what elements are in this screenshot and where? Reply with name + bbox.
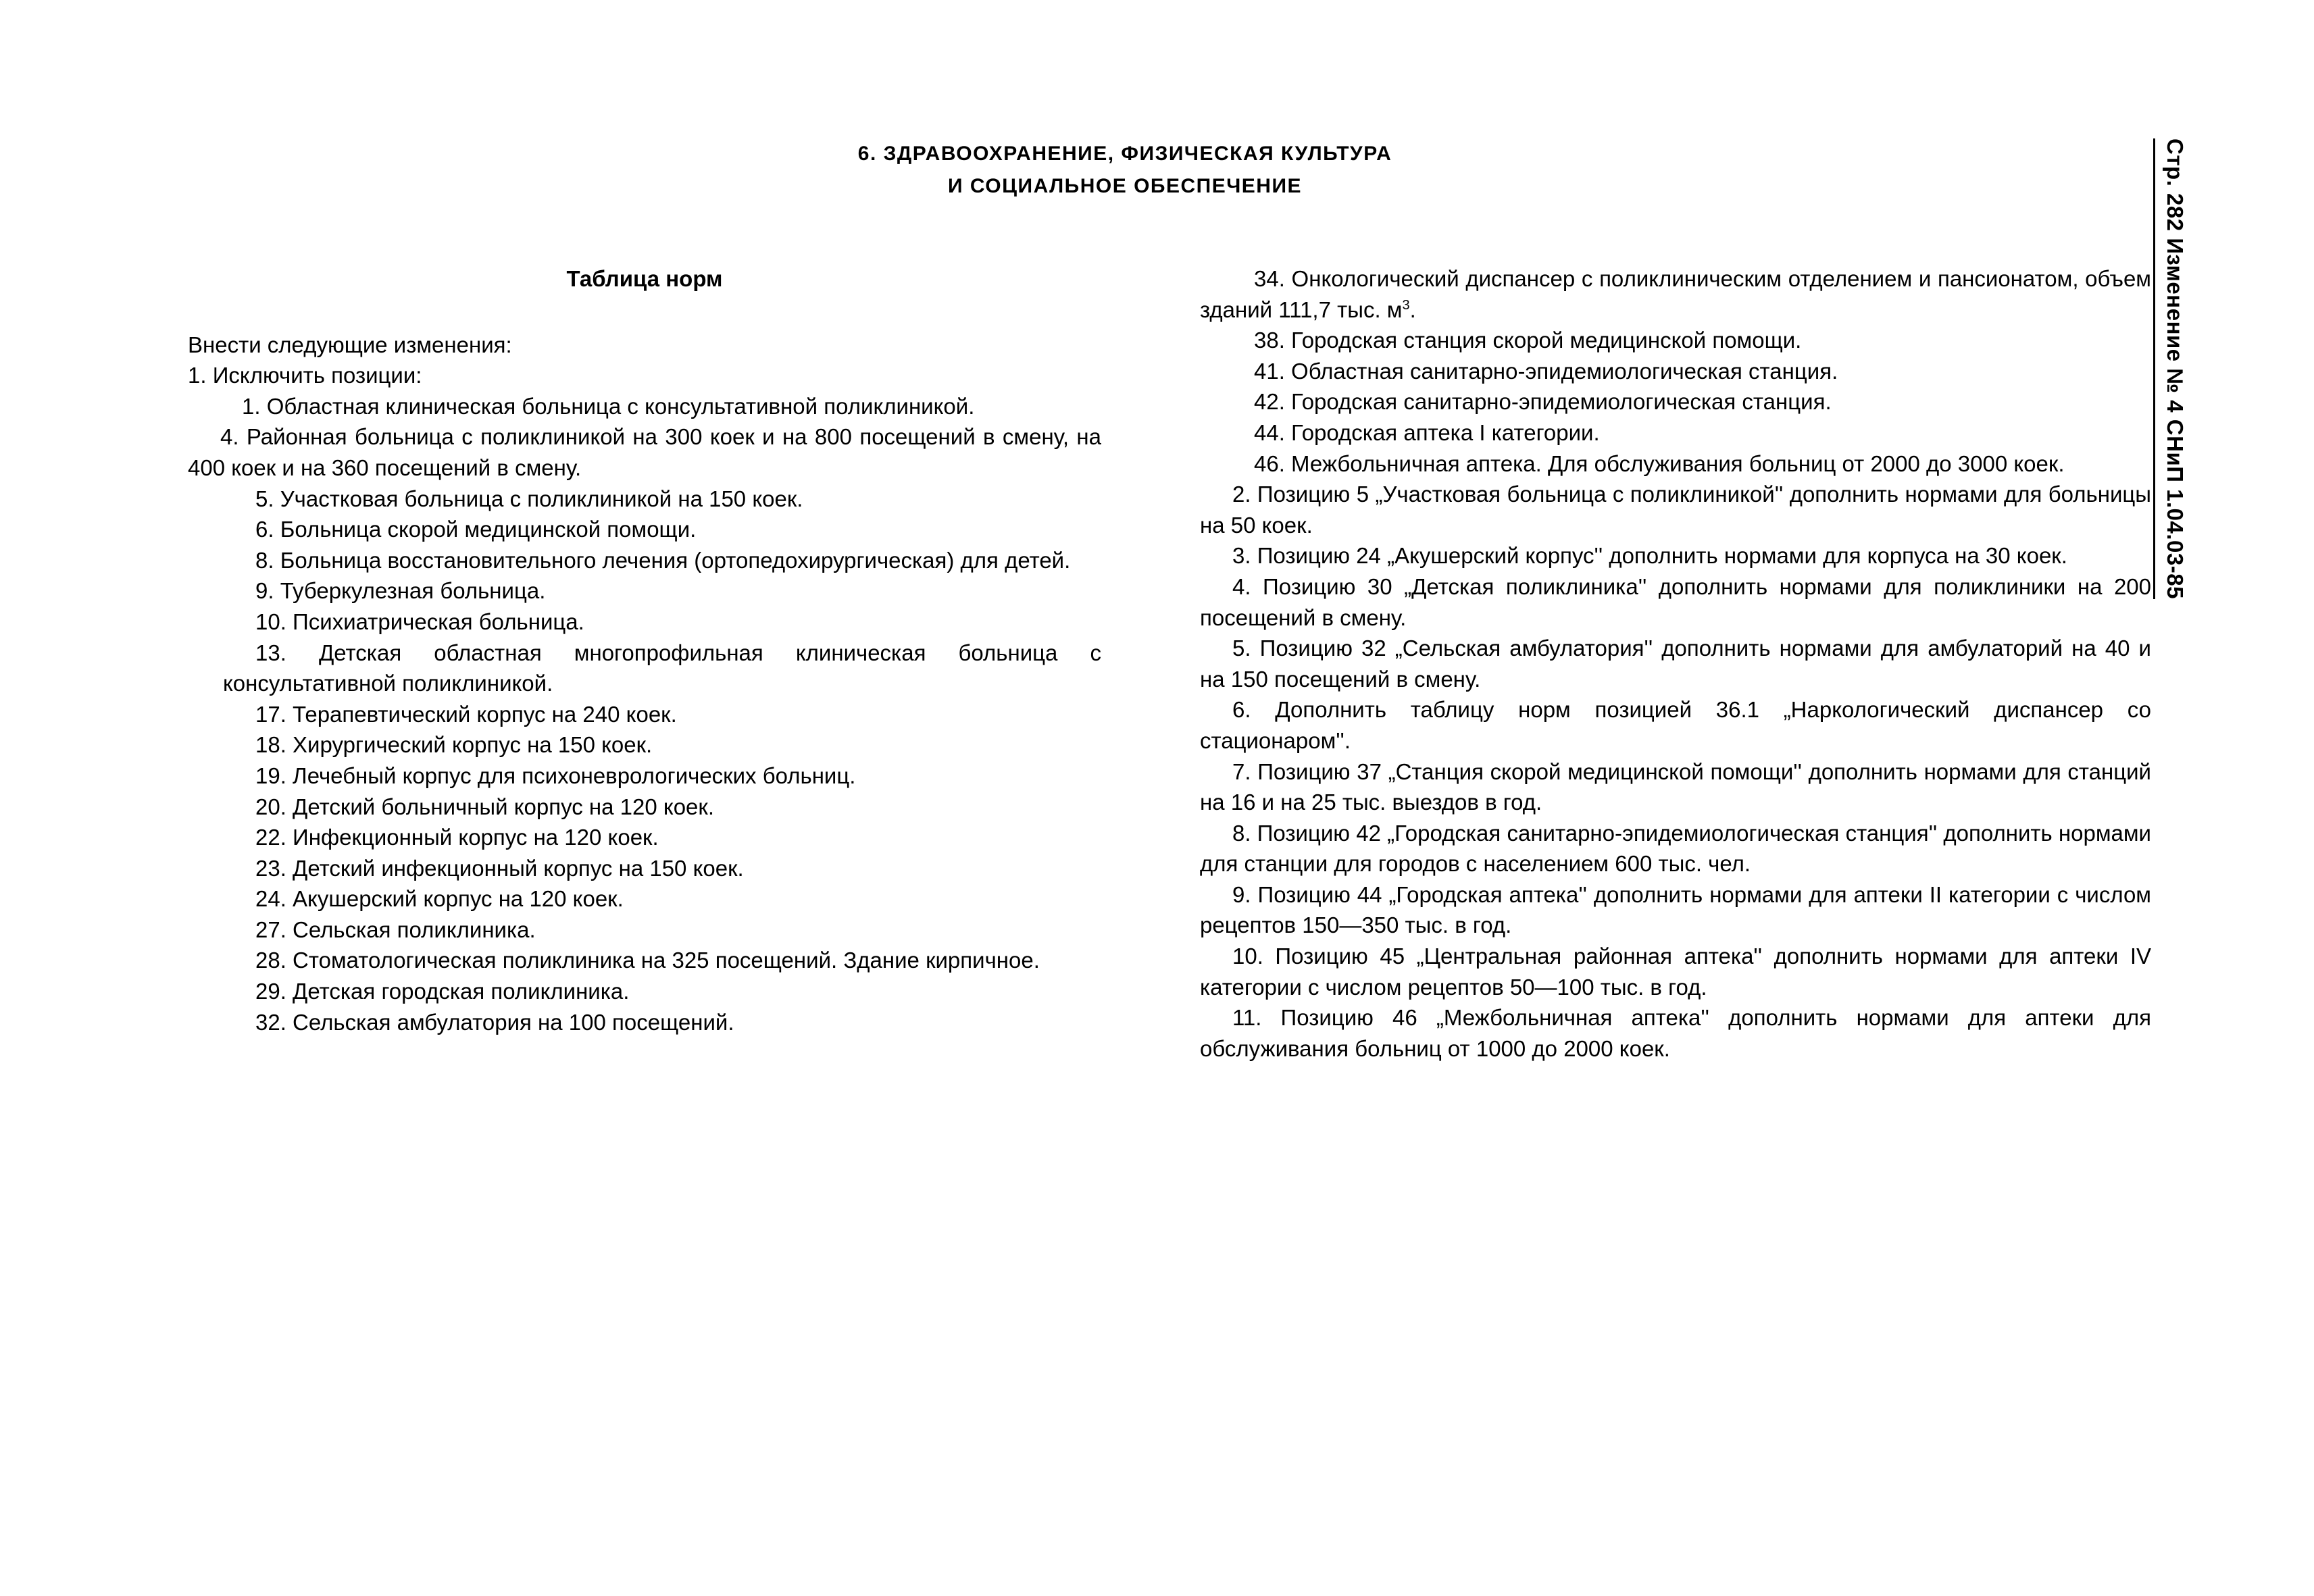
excluded-position: 24. Акушерский корпус на 120 коек. — [255, 886, 624, 912]
excluded-position: 17. Терапевтический корпус на 240 коек. — [255, 701, 677, 727]
excluded-position: 46. Межбольничная аптека. Для обслуживания больниц от 2000 до 3000 коек. — [1254, 451, 2065, 476]
excluded-position: 42. Городская санитарно-эпидемиологическая станция. — [1254, 389, 1832, 415]
change-item: 5. Позицию 32 „Сельская амбулатория'' дополнить нормами для амбулаторий на 40 и на 150 посещений в смену. — [1200, 636, 2151, 692]
change-item: 9. Позицию 44 „Городская аптека'' дополнить нормами для аптеки II категории с числом рецептов 150—350 тыс. в год. — [1200, 881, 2151, 938]
excluded-position: 29. Детская городская поликлиника. — [255, 979, 630, 1004]
change-item: 11. Позицию 46 „Межбольничная аптека'' дополнить нормами для аптеки для обслуживания больниц от 1000 до 2000 коек. — [1200, 1005, 2151, 1061]
change-item: 4. Позицию 30 „Детская поликлиника'' дополнить нормами для поликлиники на 200 посещений в смену. — [1200, 573, 2151, 630]
change-item: 2. Позицию 5 „Участковая больница с поликлиникой'' дополнить нормами для больницы на 50 коек. — [1200, 482, 2151, 538]
excluded-position: 23. Детский инфекционный корпус на 150 коек. — [255, 855, 744, 881]
excluded-position: 13. Детская областная многопрофильная клиническая больница с консультативной поликлиникой. — [223, 640, 1101, 696]
excluded-position: 28. Стоматологическая поликлиника на 325 посещений. Здание кирпичное. — [255, 948, 1040, 973]
table-title: Таблица норм — [566, 266, 723, 291]
excluded-position: 22. Инфекционный корпус на 120 коек. — [255, 825, 659, 850]
excluded-position: 1. Областная клиническая больница с консультативной поликлиникой. — [242, 393, 975, 419]
excluded-position: 8. Больница восстановительного лечения (ортопедохирургическая) для детей. — [255, 547, 1071, 573]
change-item: 10. Позицию 45 „Центральная районная аптека'' дополнить нормами для аптеки IV категории с числом рецептов 50—100 тыс. в год. — [1200, 944, 2151, 1000]
excluded-position: 9. Туберкулезная больница. — [255, 578, 546, 604]
excluded-position: 5. Участковая больница с поликлиникой на 150 коек. — [255, 486, 803, 511]
excluded-position: 18. Хирургический корпус на 150 коек. — [255, 732, 653, 758]
excluded-position: 6. Больница скорой медицинской помощи. — [255, 517, 697, 542]
change-item: 6. Дополнить таблицу норм позицией 36.1 „Наркологический диспансер со стационаром''. — [1200, 697, 2151, 753]
change-item: 7. Позицию 37 „Станция скорой медицинской помощи'' дополнить нормами для станций на 16 и на 25 тыс. выездов в год. — [1200, 758, 2151, 815]
right-column — [1200, 263, 2151, 1064]
section-heading-line-1: 6. ЗДРАВООХРАНЕНИЕ, ФИЗИЧЕСКАЯ КУЛЬТУРА — [857, 143, 1392, 165]
excluded-position: 44. Городская аптека I категории. — [1254, 419, 1600, 445]
excluded-position: 38. Городская станция скорой медицинской помощи. — [1254, 328, 1802, 353]
page-side-caption: Стр. 282 Изменение № 4 СНиП 1.04.03-85 — [2153, 138, 2194, 599]
excluded-position-text: 34. Онкологический диспансер с поликлиническим отделением и пансионатом, объем зданий 111,7 тыс. м — [1200, 266, 2151, 322]
change-item-1: 1. Исключить позиции: — [188, 363, 422, 388]
excluded-position: 32. Сельская амбулатория на 100 посещений. — [255, 1009, 734, 1035]
excluded-position: 41. Областная санитарно-эпидемиологическая станция. — [1254, 358, 1838, 384]
excluded-position: 20. Детский больничный корпус на 120 коек. — [255, 794, 715, 819]
excluded-position: 27. Сельская поликлиника. — [255, 917, 536, 942]
excluded-position: 10. Психиатрическая больница. — [255, 609, 584, 634]
excluded-position-end: . — [1409, 297, 1416, 322]
change-item: 3. Позицию 24 „Акушерский корпус'' дополнить нормами для корпуса на 30 коек. — [1232, 543, 2067, 569]
superscript-exponent: 3 — [1402, 297, 1410, 313]
intro-text: Внести следующие изменения: — [188, 332, 512, 357]
change-item: 8. Позицию 42 „Городская санитарно-эпидемиологическая станция'' дополнить нормами для станции для городов с населением 600 тыс. чел. — [1200, 820, 2151, 877]
excluded-position: 4. Районная больница с поликлиникой на 300 коек и на 800 посещений в смену, на 400 коек и на 360 посещений в смену. — [188, 424, 1101, 480]
left-column — [188, 263, 1101, 1037]
excluded-position — [1200, 263, 2151, 325]
section-heading-line-2: И СОЦИАЛЬНОЕ ОБЕСПЕЧЕНИЕ — [947, 175, 1303, 197]
excluded-position: 19. Лечебный корпус для психоневрологических больниц. — [255, 763, 856, 788]
section-heading — [676, 138, 1574, 203]
